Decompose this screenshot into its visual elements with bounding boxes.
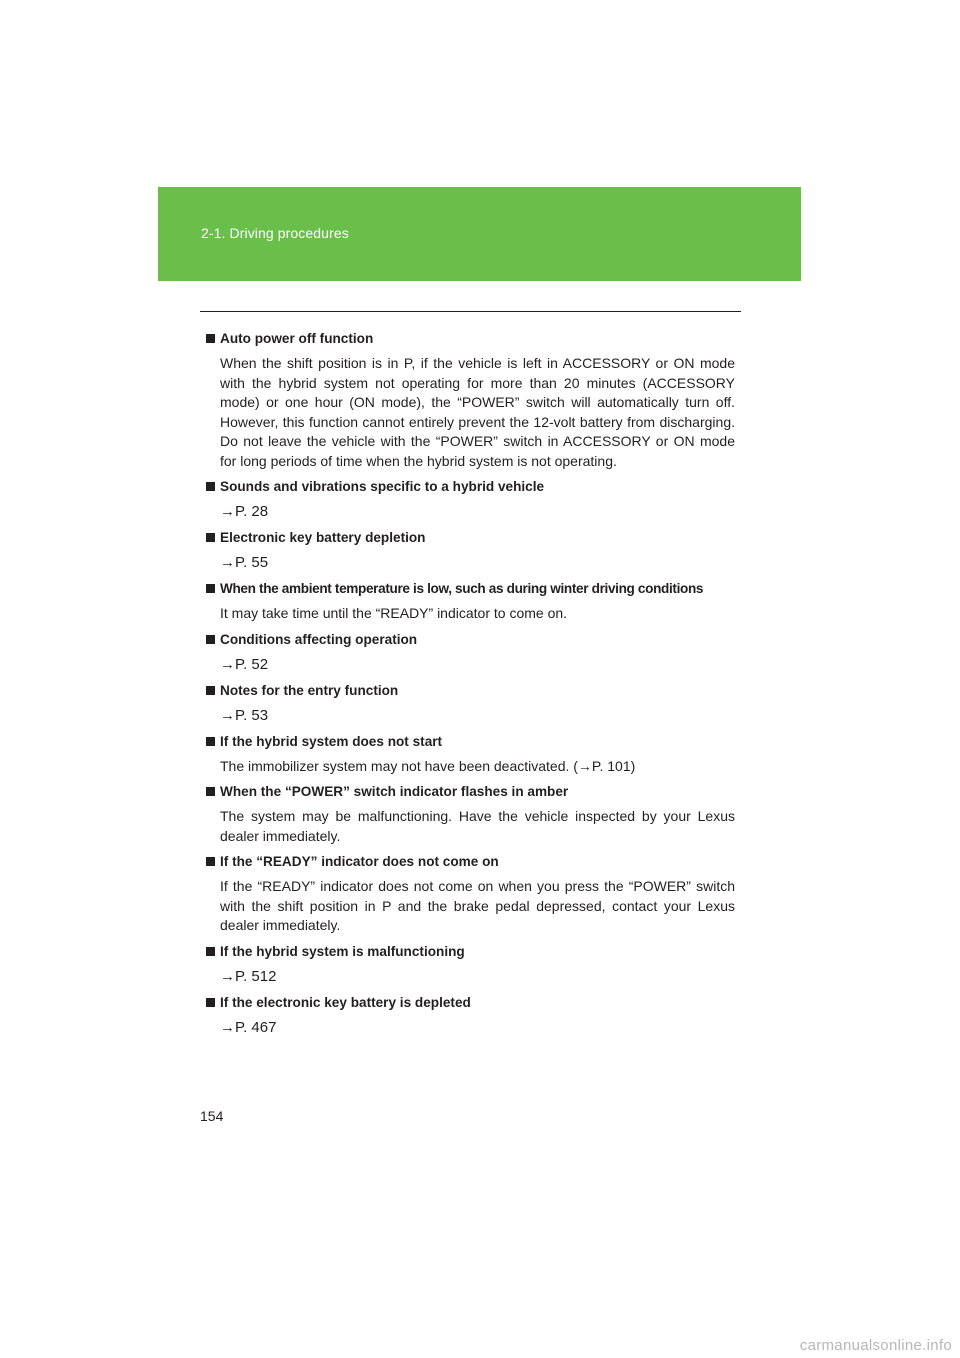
note-heading-text: Notes for the entry function	[220, 682, 399, 698]
note-heading-text: If the electronic key battery is depleted	[220, 994, 471, 1010]
square-bullet-icon	[206, 584, 215, 593]
note-heading	[206, 579, 735, 598]
watermark-text: carmanualsonline.info	[799, 1337, 952, 1354]
page-reference-link[interactable]: →P. 55	[220, 554, 269, 571]
content-column	[206, 329, 735, 1044]
note-body: When the shift position is in P, if the vehicle is left in ACCESSORY or ON mode with the hybrid system not operating for more than 20 minutes (ACCESSORY mode) or one hour (ON mode), the “POWER” switch will automatically turn off. However, this function cannot entirely prevent the 12-volt battery from discharging. Do not leave the vehicle with the “POWER” switch in ACCESSORY or ON mode for long periods of time when the hybrid system is not operating.	[220, 355, 735, 469]
note-heading-text: Sounds and vibrations specific to a hybrid vehicle	[220, 479, 545, 494]
note-heading	[206, 528, 735, 547]
page-reference-link[interactable]: →P. 52	[220, 655, 269, 673]
note-body: The system may be malfunctioning. Have the vehicle inspected by your Lexus dealer immediately.	[220, 808, 735, 844]
page-reference-link[interactable]: →P. 28	[220, 503, 269, 520]
note-heading	[206, 681, 735, 700]
square-bullet-icon	[206, 533, 215, 542]
note-heading	[206, 993, 735, 1012]
page-number: 154	[200, 1108, 224, 1124]
page-reference-link[interactable]: →P. 53	[220, 706, 269, 724]
square-bullet-icon	[206, 857, 215, 866]
note-auto-power-off	[206, 329, 735, 471]
square-bullet-icon	[206, 482, 215, 491]
note-body: It may take time until the “READY” indicator to come on.	[220, 605, 568, 621]
note-heading	[206, 329, 735, 348]
note-heading-text: If the “READY” indicator does not come on	[220, 854, 499, 869]
divider-line	[200, 311, 741, 312]
note-low-temperature	[206, 579, 735, 624]
note-heading	[206, 942, 735, 961]
square-bullet-icon	[206, 334, 215, 343]
section-title: 2-1. Driving procedures	[201, 225, 349, 241]
square-bullet-icon	[206, 737, 215, 746]
note-key-battery-depleted	[206, 993, 735, 1038]
note-heading-text: When the “POWER” switch indicator flashes in amber	[220, 784, 569, 799]
note-hybrid-malfunction	[206, 942, 735, 987]
note-heading	[206, 477, 735, 496]
square-bullet-icon	[206, 635, 215, 644]
note-body: If the “READY” indicator does not come on when you press the “POWER” switch with the shift position in P and the brake pedal depressed, contact your Lexus dealer immediately.	[220, 878, 735, 933]
square-bullet-icon	[206, 787, 215, 796]
note-ready-indicator	[206, 852, 735, 936]
note-power-indicator-amber	[206, 782, 735, 846]
note-body: The immobilizer system may not have been deactivated. (→P. 101)	[220, 757, 636, 774]
square-bullet-icon	[206, 998, 215, 1007]
square-bullet-icon	[206, 686, 215, 695]
note-hybrid-not-start	[206, 732, 735, 777]
note-heading-text: If the hybrid system is malfunctioning	[220, 943, 465, 959]
note-conditions-operation	[206, 630, 735, 675]
note-heading	[206, 852, 735, 871]
section-header-band	[158, 187, 801, 281]
note-sounds-vibrations	[206, 477, 735, 522]
note-entry-function	[206, 681, 735, 726]
note-heading-text: Conditions affecting operation	[220, 631, 418, 647]
note-heading	[206, 782, 735, 801]
note-heading-text: Auto power off function	[220, 331, 374, 346]
note-heading-text: Electronic key battery depletion	[220, 530, 426, 545]
page-reference-link[interactable]: →P. 512	[220, 967, 277, 985]
note-heading-text: When the ambient temperature is low, such as during winter driving conditions	[220, 581, 704, 596]
note-heading-text: If the hybrid system does not start	[220, 733, 443, 749]
note-heading	[206, 630, 735, 649]
note-heading	[206, 732, 735, 751]
note-key-battery-depletion	[206, 528, 735, 573]
page-reference-link[interactable]: →P. 467	[220, 1018, 277, 1036]
square-bullet-icon	[206, 947, 215, 956]
